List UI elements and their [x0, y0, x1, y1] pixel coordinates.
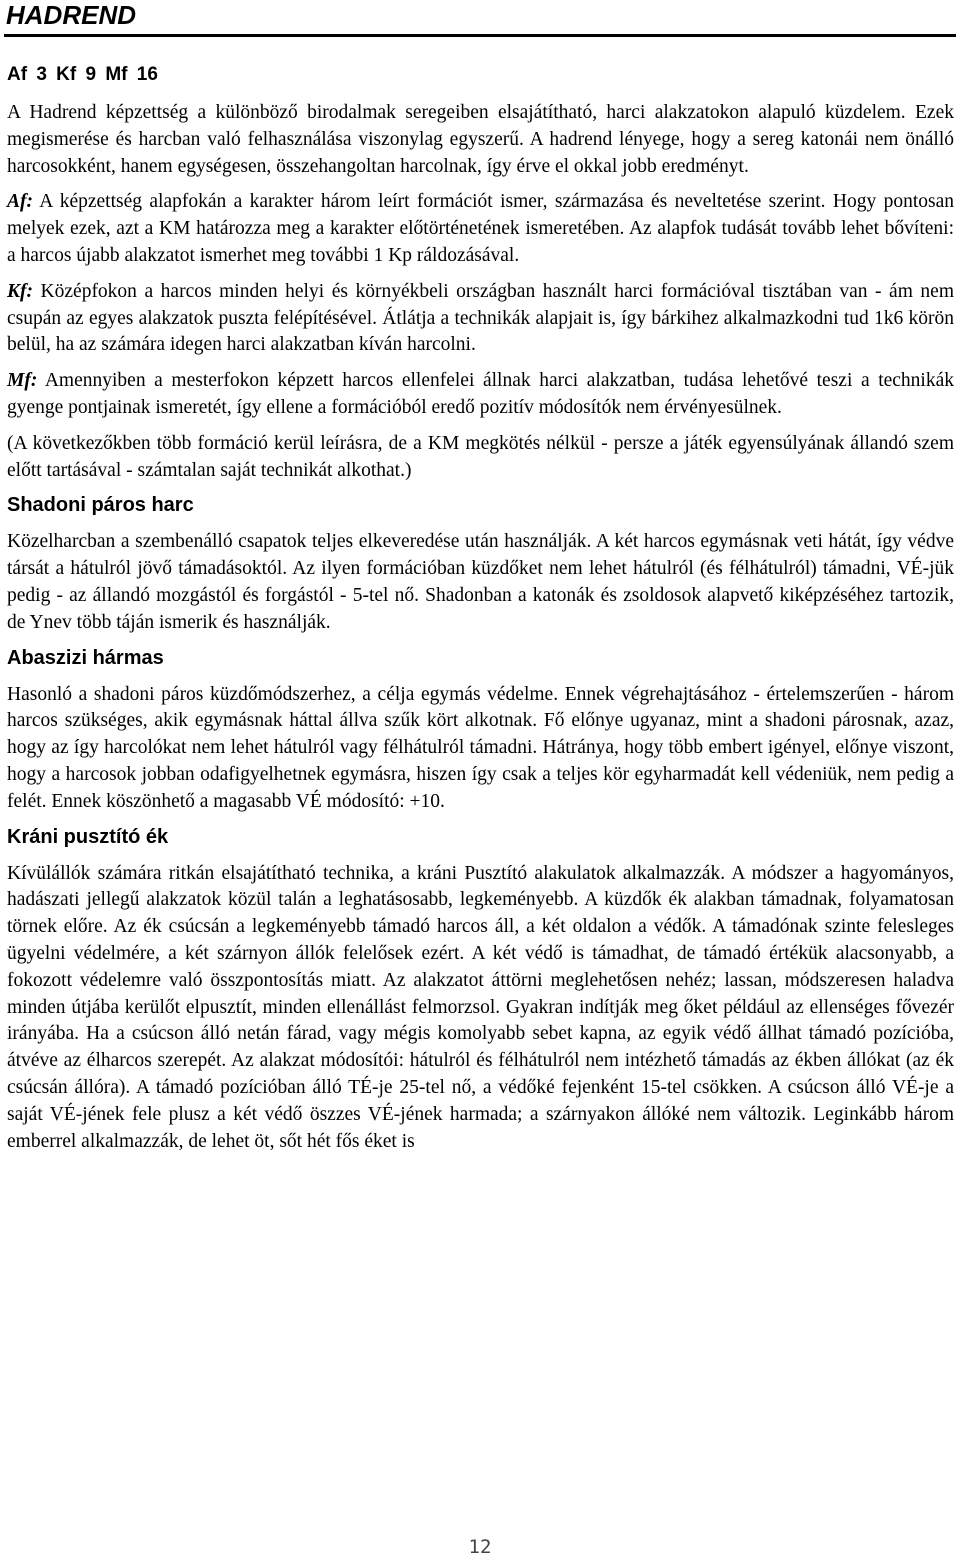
section-text-shadoni: Közelharcban a szembenálló csapatok teljes elkeveredése után használják. A két harcos egymásnak veti hátát, így védve társát a hátulról jövő támadásoktól. Az ilyen formációban küzdőket nem lehet hátulról (és félhátulról) támadni, VÉ-jük pedig - az állandó mozgástól és forgástól - 5-tel nő. Shadonban a katonák és zsoldosok alapvető kiképzéséhez tartozik, de Ynev több táján ismerik és használják.: [7, 531, 954, 633]
section-heading-krani: Kráni pusztító ék: [7, 825, 169, 848]
intro-paragraph: A Hadrend képzettség a különböző birodalmak seregeiben elsajátítható, harci alakzatokon alapuló küzdelem. Ezek megismerése és harcban való felhasználása viszonylag egyszerű. A hadrend lényege, hogy a sereg katonái nem önálló harcosokként, hanem egységesen, összehangoltan harcolnak, így érve el okkal jobb eredményt.: [7, 102, 954, 177]
level-text-mf: Amennyiben a mesterfokon képzett harcos ellenfelei állnak harci alakzatban, tudása lehetővé teszi a technikák gyenge pontjainak ismeretét, így ellene a formációból eredő pozitív módosítók nem érvényesülnek.: [7, 370, 954, 418]
level-paragraph-kf: [7, 279, 954, 359]
section-heading-shadoni: Shadoni páros harc: [7, 494, 194, 517]
note-paragraph: (A következőkben több formáció kerül leírásra, de a KM megkötés nélkül - persze a játék egyensúlyának állandó szem előtt tartásával - számtalan saját technikát alkothat.): [7, 432, 954, 481]
page-number: 12: [468, 1536, 492, 1558]
skill-levels-line: Af 3 Kf 9 Mf 16: [7, 64, 158, 85]
level-paragraph-mf: [7, 368, 954, 422]
level-text-kf: Középfokon a harcos minden helyi és környékbeli országban használt harci formációval tisztában van - ám nem csupán az egyes alakzatok puszta felépítésével. Átlátja a technikák alapjait is, így bárkihez alkalmazkodni tud 1k6 körön belül, ha az számára idegen harci alakzatban kíván harcolni.: [7, 280, 954, 356]
level-label-mf: Mf:: [7, 370, 38, 392]
level-text-af: A képzettség alapfokán a karakter három leírt formációt ismer, származása és neveltetése szerint. Hogy pontosan melyek ezek, azt a KM határozza meg a karakter előtörténetének ismeretében. Az alapfok tudását tovább lehet bővíteni: a harcos újabb alakzatot ismerhet meg további 1 Kp ráldozásával.: [7, 191, 954, 266]
level-paragraph-af: [7, 189, 954, 269]
section-text-krani: Kívülállók számára ritkán elsajátítható technika, a kráni Pusztító alakulatok alkalmazzák. A módszer a hagyományos, hadászati jellegű alakzatok közül talán a leghatásosabb, legkeményebb. A küzdők ék alakban támadnak, folyamatosan törnek előre. Az ék csúcsán a legkeményebb támadó harcos áll, a két oldalon a védők. A támadónak szinte felesleges ügyelni védelmére, a két szárnyon állók felelősek ezért. A két védő is támadhat, de támadó értékük alacsonyabb, a fokozott védelemre való összpontosítás miatt. Az alakzatot áttörni meglehetősen nehéz; lassan, módszeresen haladva minden útjába kerülőt elpusztít, minden ellenállást felmorzsol. Gyakran indítják meg őket például az ellenséges fővezér irányába. Ha a csúcson álló netán fárad, vagy mégis komolyabb sebet kapna, az egyik védő állhat támadó pozícióba, átvéve az élharcos szerepét. Az alakzat módosítói: hátulról és félhátulról nem intézhető támadás az ékben állókat (az ék csúcsán állóra). A támadó pozícióban álló TÉ-je 25-tel nő, a védőké fejenként 15-tel csökken. A csúcson álló VÉ-je a saját VÉ-jének fele plusz a két védő öszzes VÉ-jének harmada; a szárnyakon állóké nem változik. Leginkább három emberrel alkalmazzák, de lehet öt, sőt hét fős éket is: [7, 862, 954, 1152]
section-text-abaszizi: Hasonló a shadoni páros küzdőmódszerhez, a célja egymás védelme. Ennek végrehajtásához - értelemszerűen - három harcos szükséges, akik egymásnak háttal állva szűk kört alkotnak. Fő előnye ugyanaz, mint a shadoni párosnak, azaz, hogy az így harcolókat nem lehet hátulról vagy félhátulról támadni. Hátránya, hogy több embert igényel, előnye viszont, hogy a harcosok jobban odafigyelhetnek egymásra, hiszen így csak a teljes kör egyharmadát kell védeniük, nem pedig a felét. Ennek köszönhető a magasabb VÉ módosító: +10.: [7, 683, 954, 812]
document-body: [7, 62, 954, 1164]
level-label-kf: Kf:: [7, 280, 33, 302]
page-header-title: HADREND: [6, 0, 136, 30]
section-heading-abaszizi: Abaszizi hármas: [7, 646, 164, 669]
level-label-af: Af:: [7, 191, 33, 213]
header-rule: [4, 34, 956, 37]
